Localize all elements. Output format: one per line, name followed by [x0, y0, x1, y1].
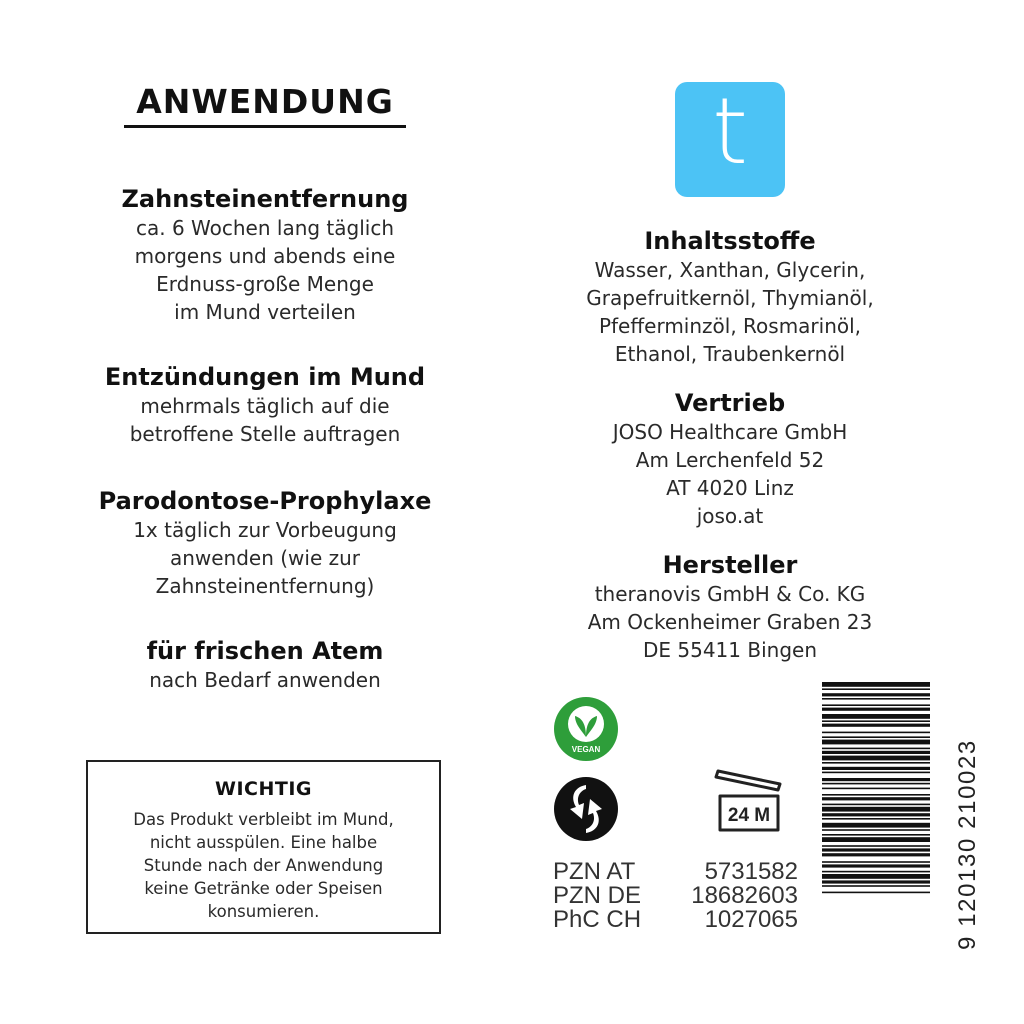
- section-line: JOSO Healthcare GmbH: [612, 420, 848, 444]
- barcode-bar: [822, 807, 930, 812]
- section-inhaltsstoffe: [540, 226, 920, 368]
- section-line: joso.at: [696, 504, 764, 528]
- section-line: ca. 6 Wochen lang täglich: [135, 216, 395, 240]
- barcode-bar: [822, 748, 930, 750]
- brand-logo: t: [675, 82, 785, 197]
- pzn-row: [553, 884, 798, 908]
- pzn-row: [553, 860, 798, 884]
- vegan-inner: [568, 706, 604, 742]
- green-dot-recycling-icon: [552, 775, 620, 843]
- barcode-bar: [822, 813, 930, 816]
- notice-line: konsumieren.: [207, 902, 320, 921]
- section-parodontose: [60, 486, 470, 600]
- section-heading: Entzündungen im Mund: [104, 363, 426, 391]
- barcode-bar: [822, 861, 930, 863]
- section-line: anwenden (wie zur: [169, 546, 361, 570]
- barcode-bar: [822, 845, 930, 847]
- notice-box: [86, 760, 441, 934]
- barcode-bar: [822, 871, 930, 873]
- section-line: DE 55411 Bingen: [642, 638, 817, 662]
- section-heading: für frischen Atem: [146, 637, 384, 665]
- section-heading: Zahnsteinentfernung: [121, 185, 409, 213]
- barcode-bar: [822, 756, 930, 761]
- section-vertrieb: [540, 388, 920, 530]
- barcode-bar: [822, 818, 930, 820]
- barcode-bar: [822, 693, 930, 696]
- barcode-bar: [822, 892, 930, 894]
- pao-label: 24 M: [727, 805, 771, 826]
- barcode-bar: [822, 837, 930, 842]
- section-line: morgens und abends eine: [134, 244, 396, 268]
- section-zahnstein: [60, 184, 470, 326]
- barcode-bar: [822, 767, 930, 770]
- barcode-bar: [822, 848, 930, 851]
- section-line: nach Bedarf anwenden: [149, 668, 381, 692]
- page-title: ANWENDUNG: [124, 82, 406, 128]
- barcode-bar: [822, 864, 930, 867]
- section-heading: Parodontose-Prophylaxe: [98, 487, 432, 515]
- barcode-bar: [822, 704, 930, 706]
- barcode-bar: [822, 874, 930, 879]
- barcode-bar: [822, 804, 930, 806]
- section-line: Erdnuss-große Menge: [156, 272, 374, 296]
- barcode-bar: [822, 682, 930, 687]
- section-heading: Inhaltsstoffe: [644, 227, 816, 255]
- pzn-block: [553, 860, 798, 932]
- barcode-bar: [822, 732, 930, 734]
- section-line: Grapefruitkernöl, Thymianöl,: [586, 286, 874, 310]
- barcode-bar: [822, 724, 930, 727]
- section-entzuendungen: [60, 362, 470, 448]
- notice-line: keine Getränke oder Speisen: [144, 879, 383, 898]
- section-line: AT 4020 Linz: [666, 476, 794, 500]
- barcode-bar: [822, 720, 930, 722]
- barcode-bar: [822, 788, 930, 790]
- section-line: betroffene Stelle auftragen: [129, 422, 401, 446]
- vegan-icon: [551, 694, 621, 764]
- barcode-bar: [822, 762, 930, 764]
- section-heading: Hersteller: [662, 551, 798, 579]
- section-line: Am Lerchenfeld 52: [635, 448, 825, 472]
- barcode-bar: [822, 708, 930, 711]
- pzn-row: [553, 908, 798, 932]
- barcode-bar: [822, 740, 930, 745]
- jar-lid: [716, 771, 780, 790]
- barcode-digits: 9 120130 210023: [954, 739, 981, 950]
- notice-line: Stunde nach der Anwendung: [143, 856, 384, 875]
- section-line: Zahnsteinentfernung): [155, 574, 375, 598]
- barcode-bar: [822, 853, 930, 856]
- pzn-label: PZN DE: [553, 882, 642, 909]
- barcode-bar: [822, 698, 930, 700]
- pzn-label: PhC CH: [553, 906, 642, 933]
- barcode-bar: [822, 885, 930, 887]
- section-line: mehrmals täglich auf die: [140, 394, 390, 418]
- section-hersteller: [540, 550, 920, 664]
- section-frischer-atem: [60, 636, 470, 694]
- notice-heading: WICHTIG: [215, 778, 312, 800]
- barcode-bar: [822, 783, 930, 785]
- section-line: Am Ockenheimer Graben 23: [587, 610, 873, 634]
- pzn-value: 1027065: [704, 906, 798, 933]
- barcode-bar: [822, 714, 930, 719]
- vegan-label: VEGAN: [571, 745, 601, 754]
- section-line: Pfefferminzöl, Rosmarinöl,: [598, 314, 862, 338]
- period-after-opening-icon: [712, 766, 784, 838]
- section-line: Ethanol, Traubenkernöl: [614, 342, 846, 366]
- barcode-bar: [822, 797, 930, 800]
- pzn-value: 5731582: [704, 858, 798, 885]
- barcode-bar: [822, 823, 930, 828]
- pzn-value: 18682603: [691, 882, 798, 909]
- notice-line: nicht ausspülen. Eine halbe: [149, 833, 378, 852]
- barcode-bar: [822, 688, 930, 690]
- barcode: [822, 682, 930, 938]
- barcode-bar: [822, 751, 930, 754]
- barcode-bar: [822, 778, 930, 781]
- section-line: theranovis GmbH & Co. KG: [594, 582, 866, 606]
- section-line: 1x täglich zur Vorbeugung: [133, 518, 397, 542]
- section-line: Wasser, Xanthan, Glycerin,: [594, 258, 866, 282]
- pzn-label: PZN AT: [553, 858, 636, 885]
- barcode-bar: [822, 736, 930, 738]
- barcode-bar: [822, 772, 930, 774]
- barcode-bar: [822, 834, 930, 836]
- barcode-bar: [822, 880, 930, 883]
- section-line: im Mund verteilen: [174, 300, 356, 324]
- barcode-digits-wrap: [934, 680, 981, 950]
- barcode-bar: [822, 794, 930, 796]
- barcode-bar: [822, 829, 930, 831]
- notice-line: Das Produkt verbleibt im Mund,: [133, 810, 394, 829]
- section-heading: Vertrieb: [674, 389, 786, 417]
